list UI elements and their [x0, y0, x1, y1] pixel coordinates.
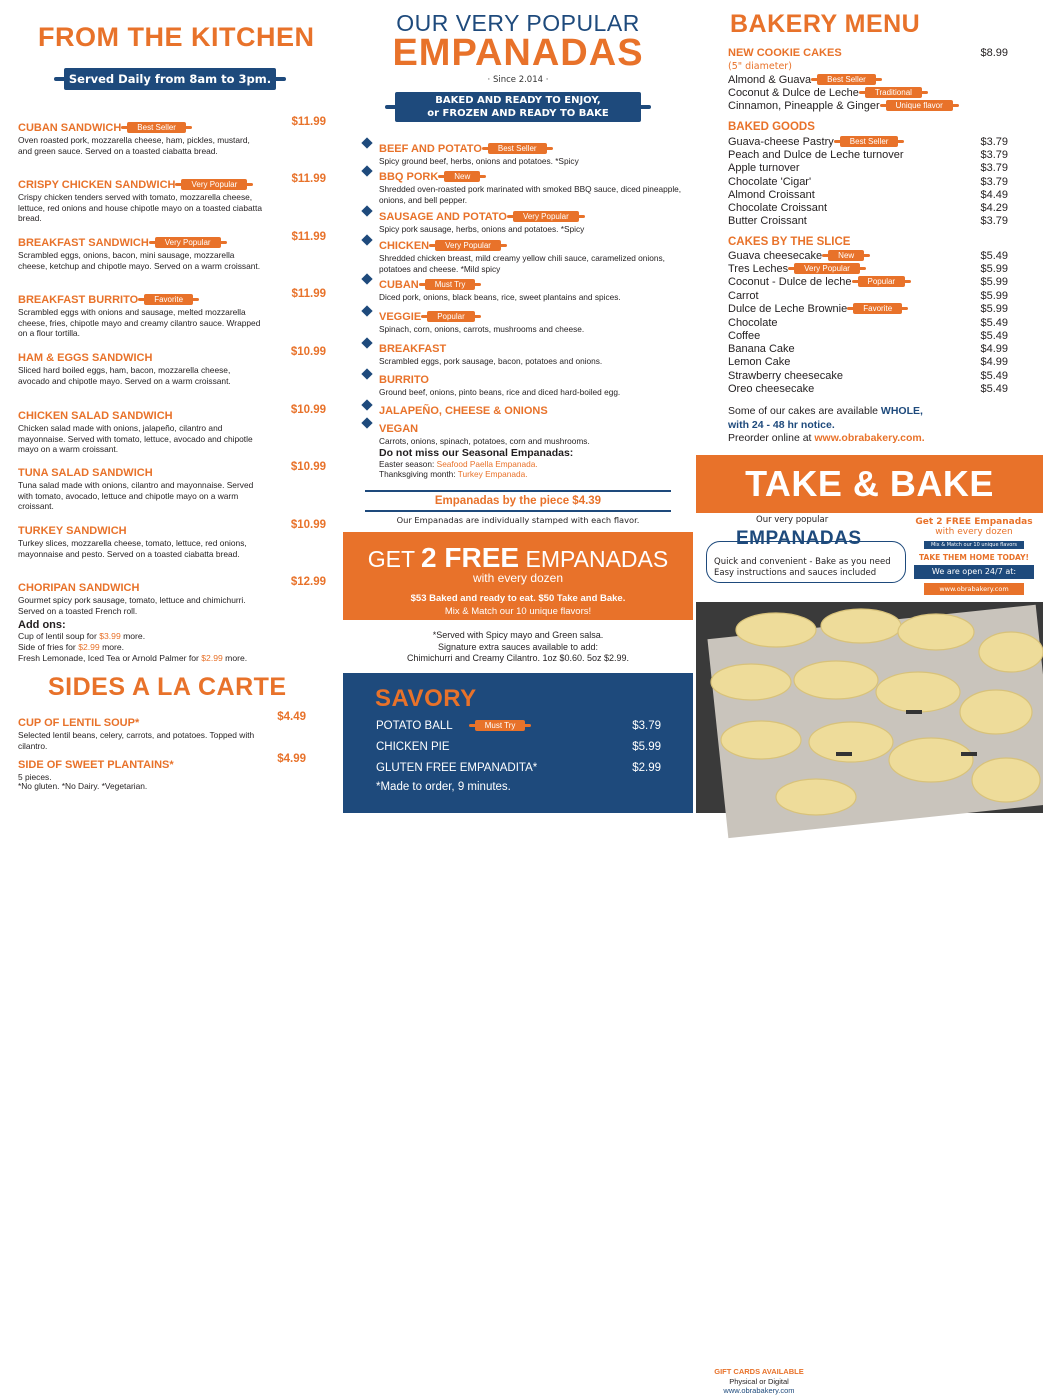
badge: Best Seller: [840, 136, 899, 147]
menu-item: [18, 461, 328, 512]
diamond-icon: [361, 337, 372, 348]
diamond-icon: [361, 165, 372, 176]
promo-price: $53 Baked and ready to eat. $50 Take and Bake.: [410, 593, 626, 604]
addon-line: Fresh Lemonade, Iced Tea or Arnold Palmer for $2.99 more.: [18, 653, 248, 663]
baked-banner: [395, 92, 641, 122]
item-desc: Chicken salad made with onions, jalapeño, cilantro and mayonnaise. Served with tomato, lettuce, avocado and chipotle mayo on a warm croissant.: [18, 423, 253, 454]
item-name: CHORIPAN SANDWICH: [18, 582, 140, 594]
bakery-item: Butter Croissant $3.79: [728, 215, 1008, 227]
sauces-note: *Served with Spicy mayo and Green salsa. Signature extra sauces available to add: Chimichurri and Creamy Cilantro. 1oz $0.60. 5oz $2.99.: [406, 630, 630, 663]
seasonal-easter: Easter season: Seafood Paella Empanada.: [379, 458, 538, 469]
item-name: HAM & EGGS SANDWICH: [18, 352, 153, 364]
menu-item: [18, 231, 328, 271]
item-price: $11.99: [291, 173, 326, 185]
item-name: BREAKFAST BURRITO: [18, 294, 139, 306]
tb-mix: Mix & Match our 10 unique flavors: [924, 541, 1024, 549]
slice-item: Banana Cake $4.99: [728, 343, 1008, 355]
bakery-item: Guava-cheese Pastry Best Seller $3.79: [728, 136, 1008, 148]
empanada-item: [363, 137, 683, 167]
seasonal-title: Do not miss our Seasonal Empanadas:: [379, 447, 574, 459]
bakery-item: Chocolate Croissant $4.29: [728, 202, 1008, 214]
item-name: BREAKFAST SANDWICH: [18, 237, 149, 249]
item-name: BURRITO: [379, 374, 429, 386]
badge: Best Seller: [817, 74, 876, 85]
addon-line: Side of fries for $2.99 more.: [18, 642, 125, 652]
item-desc: Scrambled eggs, pork sausage, bacon, potatoes and onions.: [379, 356, 603, 366]
diamond-icon: [361, 368, 372, 379]
empanada-item: [363, 417, 683, 447]
item-desc: Selected lentil beans, celery, carrots, and potatoes. Topped with cilantro.: [18, 730, 255, 751]
badge: Popular: [858, 276, 906, 287]
kitchen-column: [0, 0, 340, 813]
addon-line: Cup of lentil soup for $3.99 more.: [18, 631, 146, 641]
item-desc: Ground beef, onions, pinto beans, rice and diced hard-boiled egg.: [379, 387, 621, 397]
savory-note: *Made to order, 9 minutes.: [376, 781, 511, 793]
badge: Popular: [427, 311, 475, 322]
item-desc: Scrambled eggs, onions, bacon, mini sausage, mozzarella cheese, ketchup and chipotle mayo. Served on a warm croissant.: [18, 250, 261, 271]
diamond-icon: [361, 137, 372, 148]
badge: Must Try: [425, 279, 476, 290]
badge: New: [828, 250, 864, 261]
menu-item: [18, 116, 328, 156]
cookie-item: Cinnamon, Pineapple & Ginger Unique flavor: [728, 99, 1008, 113]
diamond-icon: [361, 417, 372, 428]
badge: Very Popular: [181, 179, 247, 190]
item-name: CHICKEN: [379, 240, 430, 252]
slice-item: Coffee $5.49: [728, 330, 1008, 342]
addons-title: Add ons:: [18, 619, 66, 631]
badge: Unique flavor: [886, 100, 953, 111]
kitchen-title: FROM THE KITCHEN: [38, 22, 315, 52]
bakery-column: [696, 0, 1043, 1395]
item-name: VEGAN: [379, 423, 419, 435]
addons: [18, 620, 328, 664]
cookie-item: Coconut & Dulce de Leche Traditional: [728, 86, 1008, 100]
badge: Very Popular: [794, 263, 860, 274]
item-price: $11.99: [291, 116, 326, 128]
seasonal-thanks: Thanksgiving month: Turkey Empanada.: [379, 469, 528, 479]
item-desc: Spicy ground beef, herbs, onions and potatoes. *Spicy: [379, 156, 579, 166]
savory-title: SAVORY: [375, 685, 477, 712]
slice-item: Strawberry cheesecake $5.49: [728, 370, 1008, 382]
tb-open: We are open 24/7 at:: [914, 565, 1034, 579]
tb-url[interactable]: www.obrabakery.com: [924, 583, 1024, 595]
diamond-icon: [361, 305, 372, 316]
badge: Very Popular: [513, 211, 579, 222]
item-price: $10.99: [290, 404, 326, 416]
slice-item: Dulce de Leche Brownie Favorite $5.99: [728, 303, 1008, 315]
item-name: VEGGIE: [379, 311, 422, 323]
tb-get-free: Get 2 FREE Empanadas with every dozen: [915, 517, 1033, 537]
item-price: $10.99: [290, 346, 326, 358]
item-name: CRISPY CHICKEN SANDWICH: [18, 179, 176, 191]
menu-item: [18, 519, 328, 559]
slice-item: Lemon Cake $4.99: [728, 356, 1008, 368]
item-desc: Spinach, corn, onions, carrots, mushrooms and cheese.: [379, 324, 585, 334]
item-name: TUNA SALAD SANDWICH: [18, 467, 153, 479]
empanada-item: [363, 273, 683, 303]
empanada-item: [363, 368, 683, 398]
tb-take-home: TAKE THEM HOME TODAY!: [919, 553, 1029, 562]
item-desc: Sliced hard boiled eggs, ham, bacon, mozzarella cheese, avocado and chipotle mayo. Served on a warm croissant.: [18, 365, 231, 386]
promo-headline: GET 2 FREE EMPANADAS: [367, 542, 669, 573]
empanadas-supertitle: OUR VERY POPULAR: [396, 10, 640, 36]
baked-goods-title: BAKED GOODS: [728, 121, 815, 133]
empanada-item: [363, 337, 683, 367]
item-price: $10.99: [290, 461, 326, 473]
bakery-title: BAKERY MENU: [730, 10, 921, 38]
served-banner: Served Daily from 8am to 3pm.: [64, 68, 276, 90]
item-price: $11.99: [291, 288, 326, 300]
menu-item: [18, 173, 328, 224]
whole-cakes-note: Some of our cakes are available WHOLE, with 24 - 48 hr notice. Preorder online at www.obrabakery.com.: [728, 405, 925, 444]
bakery-item: Peach and Dulce de Leche turnover $3.79: [728, 149, 1008, 161]
item-name: CUBAN SANDWICH: [18, 122, 122, 134]
savory-section: [343, 673, 693, 813]
item-desc: Shredded chicken breast, mild creamy yellow chili sauce, caramelized onions, potatoes and cheese. *Mild spicy: [379, 253, 665, 274]
item-name: SAUSAGE AND POTATO: [379, 211, 507, 223]
tb-empanadas: EMPANADAS: [736, 528, 862, 549]
gift-cards-note: GIFT CARDS AVAILABLE Physical or Digital www.obrabakery.com: [709, 1365, 809, 1398]
diamond-icon: [361, 205, 372, 216]
slice-item: Carrot $5.99: [728, 290, 1008, 302]
empanadas-tray-image: [696, 602, 1043, 813]
slice-item: Oreo cheesecake $5.49: [728, 383, 1008, 395]
baked-line-1: BAKED AND READY TO ENJOY,: [435, 95, 601, 106]
item-name: TURKEY SANDWICH: [18, 525, 127, 537]
empanada-item: [363, 234, 683, 274]
slice-item: Chocolate $5.49: [728, 317, 1008, 329]
item-name: JALAPEÑO, CHEESE & ONIONS: [379, 405, 548, 417]
empanada-item: [363, 305, 683, 335]
baked-line-2: or FROZEN AND READY TO BAKE: [427, 108, 609, 119]
empanadas-title: EMPANADAS: [392, 32, 644, 74]
bakery-website-link[interactable]: www.obrabakery.com.: [814, 432, 925, 444]
item-name: BREAKFAST: [379, 343, 447, 355]
cookie-sub: (5" diameter): [728, 61, 792, 72]
tb-very-popular: Our very popular: [756, 515, 829, 525]
tb-quick: Quick and convenient - Bake as you need Easy instructions and sauces included: [714, 557, 891, 578]
promo-mix: Mix & Match our 10 unique flavors!: [444, 606, 592, 617]
take-bake-card: [696, 513, 1043, 601]
by-piece-price: Empanadas by the piece $4.39: [365, 490, 671, 512]
item-price: $3.79: [632, 720, 661, 732]
slice-title: CAKES BY THE SLICE: [728, 236, 851, 248]
item-desc: Spicy pork sausage, herbs, onions and potatoes. *Spicy: [379, 224, 585, 234]
item-name: CHICKEN SALAD SANDWICH: [18, 410, 173, 422]
menu-item: [18, 404, 328, 455]
badge: Must Try: [475, 720, 526, 731]
item-price: $4.99: [277, 753, 306, 765]
side-item: [18, 711, 328, 751]
badge: Traditional: [865, 87, 922, 98]
badge: Best Seller: [127, 122, 186, 133]
cookie-item: Almond & Guava Best Seller: [728, 73, 1008, 87]
badge: Very Popular: [155, 237, 221, 248]
item-desc: Shredded oven-roasted pork marinated with smoked BBQ sauce, diced pineapple, onions, and bell pepper.: [379, 184, 682, 205]
slice-item: Guava cheesecake New $5.49: [728, 250, 1008, 262]
item-price: $12.99: [290, 576, 326, 588]
item-name: CUP OF LENTIL SOUP*: [18, 717, 140, 729]
item-name: CUBAN: [379, 279, 419, 291]
empanadas-column: [343, 0, 693, 813]
item-desc: Tuna salad made with onions, cilantro and mayonnaise. Served with tomato, avocado, lettuce and chipotle mayo on a warm croissant.: [18, 480, 254, 511]
item-name: GLUTEN FREE EMPANADITA*: [376, 762, 538, 774]
menu-item: [18, 288, 328, 339]
item-name: BBQ PORK: [379, 171, 439, 183]
bakery-item: Chocolate 'Cigar' $3.79: [728, 176, 1008, 188]
savory-item: [376, 720, 661, 732]
item-price: $11.99: [291, 231, 326, 243]
cookie-header: [728, 46, 1008, 60]
free-empanadas-promo: [343, 532, 693, 620]
badge: Favorite: [853, 303, 902, 314]
item-desc: Turkey slices, mozzarella cheese, tomato, lettuce, red onions, mayonnaise and pesto. Served on a toasted ciabatta bread.: [18, 538, 247, 559]
badge: Best Seller: [488, 143, 547, 154]
item-desc: Carrots, onions, spinach, potatoes, corn and mushrooms.: [379, 436, 590, 446]
slice-item: Tres Leches Very Popular $5.99: [728, 263, 1008, 275]
sides-footnote: *No gluten. *No Dairy. *Vegetarian.: [18, 781, 148, 791]
badge: Favorite: [144, 294, 193, 305]
savory-item: [376, 762, 661, 774]
savory-item: [376, 741, 661, 753]
sides-title: SIDES A LA CARTE: [48, 673, 287, 701]
empanada-item: [363, 165, 683, 205]
empanada-item: [363, 399, 683, 418]
take-bake-title: TAKE & BAKE: [696, 455, 1043, 513]
stamped-note: Our Empanadas are individually stamped with each flavor.: [396, 515, 640, 525]
badge: New: [444, 171, 480, 182]
item-name: POTATO BALL: [376, 720, 453, 732]
item-desc: Gourmet spicy pork sausage, tomato, lettuce and chimichurri. Served on a toasted French roll.: [18, 595, 246, 616]
menu-item: [18, 576, 328, 616]
item-price: $4.49: [277, 711, 306, 723]
item-desc: Crispy chicken tenders served with tomato, mozzarella cheese, lettuce, red onions and house chipotle mayo on a toasted ciabatta bread.: [18, 192, 262, 223]
diamond-icon: [361, 399, 372, 410]
item-desc: Scrambled eggs with onions and sausage, melted mozzarella cheese, fries, chipotle mayo and creamy cilantro sauce. Wrapped on a flour tortilla.: [18, 307, 261, 338]
cookie-price: $8.99: [980, 47, 1008, 59]
diamond-icon: [361, 234, 372, 245]
item-price: $2.99: [632, 762, 661, 774]
slice-item: Coconut - Dulce de leche Popular $5.99: [728, 276, 1008, 288]
diamond-icon: [361, 273, 372, 284]
item-desc: 5 pieces.: [18, 772, 52, 782]
promo-sub: with every dozen: [472, 571, 564, 585]
badge: Very Popular: [435, 240, 501, 251]
item-price: $10.99: [290, 519, 326, 531]
item-desc: Oven roasted pork, mozzarella cheese, ham, pickles, mustard, and green sauce. Served on a toasted ciabatta bread.: [18, 135, 250, 156]
menu-item: [18, 346, 328, 386]
seasonal-block: [379, 448, 679, 480]
item-price: $5.99: [632, 741, 661, 753]
item-name: CHICKEN PIE: [376, 741, 450, 753]
item-name: SIDE OF SWEET PLANTAINS*: [18, 759, 174, 771]
bakery-item: Almond Croissant $4.49: [728, 189, 1008, 201]
cookie-title: NEW COOKIE CAKES: [728, 47, 842, 59]
empanadas-photo: [696, 602, 1043, 1395]
empanada-item: [363, 205, 683, 235]
since-line: · Since 2.014 ·: [487, 75, 549, 85]
side-item: [18, 753, 328, 783]
item-desc: Diced pork, onions, black beans, rice, sweet plantains and spices.: [379, 292, 621, 302]
item-name: BEEF AND POTATO: [379, 143, 482, 155]
bakery-item: Apple turnover $3.79: [728, 162, 1008, 174]
